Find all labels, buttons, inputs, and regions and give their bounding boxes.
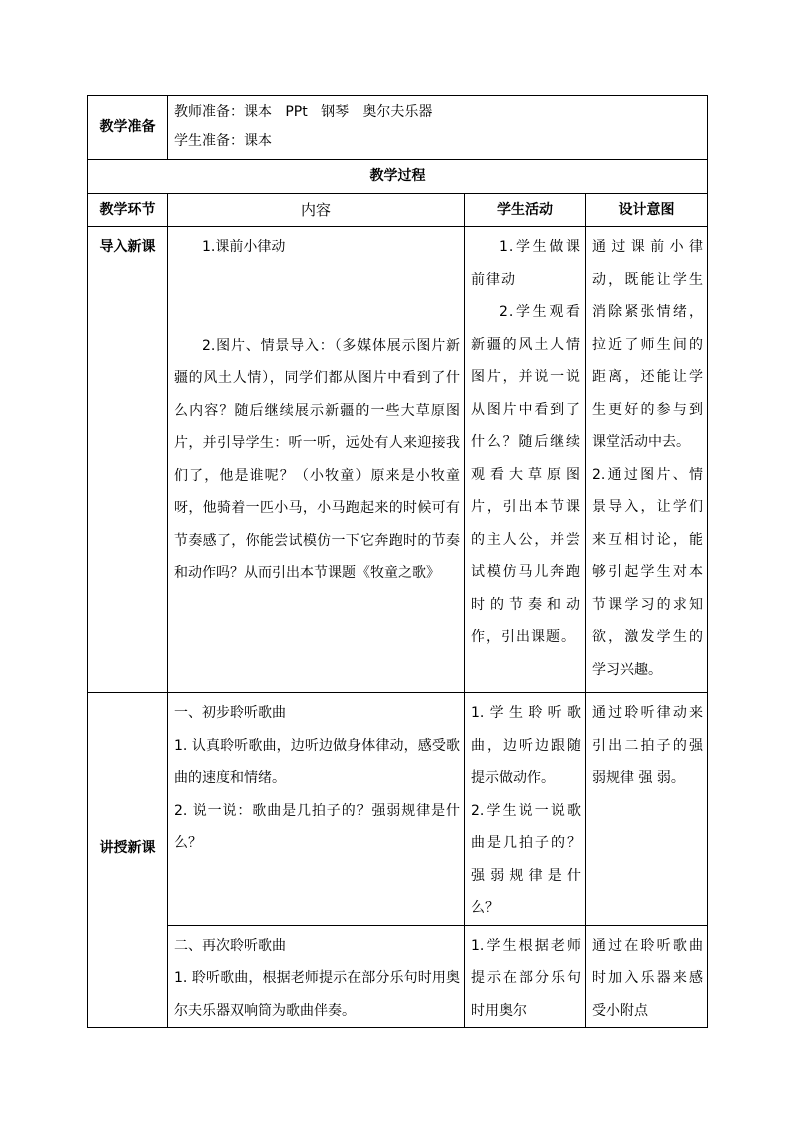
section-intro-label: 导入新课 — [88, 227, 168, 693]
teach-activity-1-2: 2.学生说一说歌曲是几拍子的？强弱规律是什么？ — [471, 802, 581, 916]
section-intro-intent — [586, 227, 708, 693]
section-teach-intent-1 — [586, 693, 708, 926]
section-teach-intent-2 — [586, 925, 708, 1028]
section-teach-row-1 — [88, 693, 708, 926]
preparation-label: 教学准备 — [88, 96, 168, 160]
col-header-stage: 教学环节 — [88, 193, 168, 227]
teach-intent-1: 通过聆听律动来引出二拍子的强弱规律 强 弱。 — [592, 705, 704, 786]
intro-item-1: 1.课前小律动 — [202, 239, 286, 255]
intro-intent-2: 2.通过图片、情景导入，让学们来互相讨论，能够引起学生对本节课学习的求知欲，激发学生的学习兴趣。 — [592, 466, 704, 678]
section-intro-content — [168, 227, 465, 693]
teach-activity-1-1: 1.学生聆听歌曲，边听边跟随提示做动作。 — [471, 705, 581, 786]
teach-item-2-1: 1. 聆听歌曲，根据老师提示在部分乐句时用奥尔夫乐器双响筒为歌曲伴奏。 — [174, 970, 460, 1019]
preparation-row — [88, 96, 708, 160]
col-header-intent: 设计意图 — [586, 193, 708, 227]
teach-item-1-2: 2. 说一说：歌曲是几拍子的？强弱规律是什么？ — [174, 802, 460, 851]
process-title-row — [88, 160, 708, 194]
column-header-row — [88, 193, 708, 227]
intro-item-2: 2.图片、情景导入：（多媒体展示图片新疆的风土人情），同学们都从图片中看到了什么内容？随后继续展示新疆的一些大草原图片，并引导学生：听一听，远处有人来迎接我们了，他是谁呢？（小牧童）原来是小牧童呀，他骑着一匹小马，小马跑起来的时候可有节奏感了，你能尝试模仿一下它奔跑时的节奏和动作吗？从而引出本节课题《牧童之歌》 — [174, 337, 460, 581]
section-intro-row — [88, 227, 708, 693]
section-teach-activity-1 — [465, 693, 586, 926]
intro-intent-1: 通过课前小律动，既能让学生消除紧张情绪，拉近了师生间的距离，还能让学生更好的参与到课堂活动中去。 — [592, 239, 704, 450]
student-prep: 学生准备：课本 — [174, 133, 272, 149]
section-intro-activity — [465, 227, 586, 693]
intro-activity-1: 1.学生做课前律动 — [471, 239, 581, 288]
section-teach-row-2 — [88, 925, 708, 1028]
section-teach-content-2 — [168, 925, 465, 1028]
preparation-content — [168, 96, 708, 160]
section-teach-label: 讲授新课 — [88, 693, 168, 1028]
teach-heading-1: 一、初步聆听歌曲 — [174, 705, 286, 721]
teach-activity-2-1: 1.学生根据老师提示在部分乐句时用奥尔 — [471, 937, 581, 1019]
section-teach-content-1 — [168, 693, 465, 926]
teach-item-1-1: 1. 认真聆听歌曲，边听边做身体律动，感受歌曲的速度和情绪。 — [174, 737, 460, 786]
lesson-plan-table — [87, 95, 708, 1028]
intro-activity-2: 2.学生观看新疆的风土人情图片，并说一说从图片中看到了什么？随后继续观看大草原图片，引出本节课的主人公，并尝试模仿马儿奔跑时的节奏和动作，引出课题。 — [471, 304, 581, 645]
col-header-content: 内容 — [168, 193, 465, 227]
teacher-prep: 教师准备：课本 PPt 钢琴 奥尔夫乐器 — [174, 104, 433, 120]
teach-intent-2: 通过在聆听歌曲时加入乐器来感受小附点 — [592, 937, 704, 1019]
section-teach-activity-2 — [465, 925, 586, 1028]
process-title: 教学过程 — [88, 160, 708, 194]
col-header-activity: 学生活动 — [465, 193, 586, 227]
teach-heading-2: 二、再次聆听歌曲 — [174, 937, 286, 954]
